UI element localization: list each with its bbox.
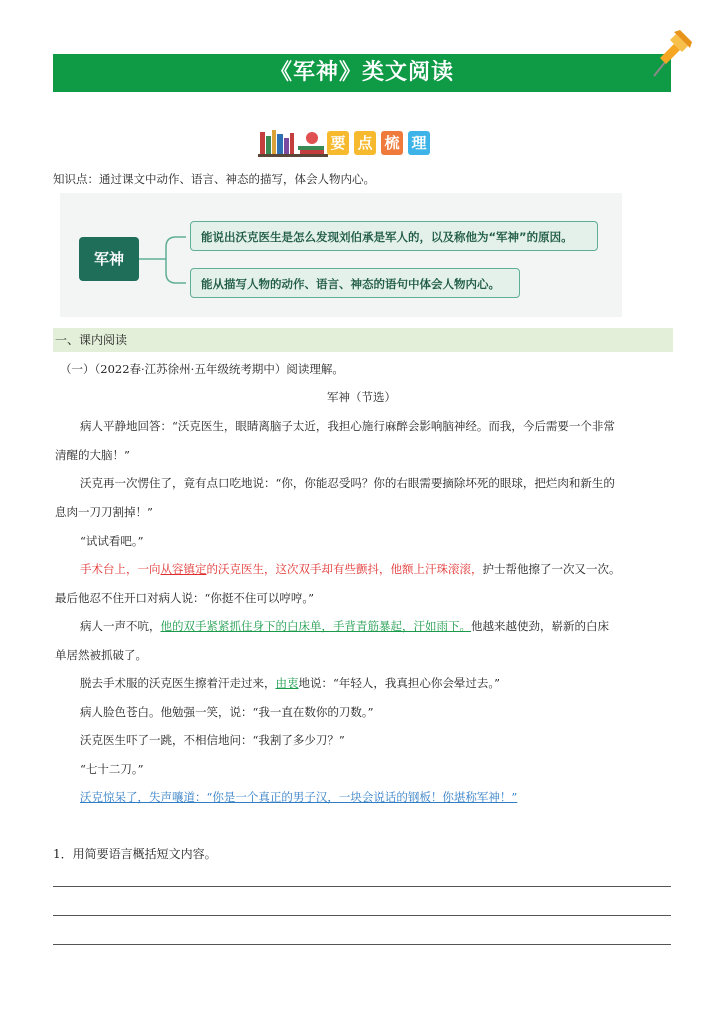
paragraph-line: “七十二刀。” [80,762,144,776]
badge-char: 要 [327,131,349,155]
highlight-green-underlined: 他的双手紧紧抓住身下的白床单，手背青筋暴起，汗如雨下。 [160,619,471,633]
highlight-blue-underlined: 沃克惊呆了，失声嚷道：“你是一个真正的男子汉，一块会说话的钢板！你堪称军神！” [80,790,518,804]
badge-char: 点 [354,131,376,155]
plain-text: 病人一声不吭， [80,619,161,633]
paragraph-line [80,618,609,634]
paragraph-line: 单居然被抓破了。 [55,648,147,662]
highlight-red-underlined: 从容镇定 [160,562,207,576]
answer-line[interactable] [53,886,671,887]
badge-char: 理 [408,131,430,155]
section-heading: 一、课内阅读 [53,328,673,352]
paragraph-line: 息肉一刀刀割掉！” [55,505,153,519]
mindmap [60,193,622,317]
highlight-red: 手术台上，一向 [80,562,161,576]
bookshelf-icon [258,124,330,158]
pushpin-icon [644,28,694,80]
paragraph-line: 病人脸色苍白。他勉强一笑，说：“我一直在数你的刀数。” [80,705,374,719]
paragraph-line: 最后他忍不住开口对病人说：“你挺不住可以哼哼。” [55,591,315,605]
plain-text: 他越来越使劲，崭新的白床 [471,619,609,633]
paragraph-line: 沃克再一次愣住了，竟有点口吃地说：“你，你能忍受吗？你的右眼需要摘除坏死的眼球，把烂肉和新生的 [80,476,615,490]
mindmap-core: 军神 [79,237,139,281]
knowledge-point: 知识点：通过课文中动作、语言、神态的描写，体会人物内心。 [53,172,375,186]
paragraph-line: 病人平静地回答：“沃克医生，眼睛离脑子太近，我担心施行麻醉会影响脑神经。而我，今后需要一个非常 [80,419,615,433]
question-1: 1．用简要语言概括短文内容。 [53,847,217,861]
plain-text: 护士帮他擦了一次又一次。 [482,562,621,576]
badge-char: 梳 [381,131,403,155]
plain-text: 脱去手术服的沃克医生擦着汗走过来， [80,676,276,690]
highlight-red: 的沃克医生，这次双手却有些颤抖，他额上汗珠滚滚， [206,562,483,576]
plain-text: 地说：“年轻人，我真担心你会晕过去。” [298,676,501,690]
page-title: 《军神》类文阅读 [53,54,671,92]
passage-title: 军神（节选） [327,390,396,404]
paragraph-line: “试试看吧。” [80,534,144,548]
paragraph-line [80,675,500,691]
paragraph-line [80,561,621,577]
answer-line[interactable] [53,915,671,916]
question-source: （一）（2022春·江苏徐州·五年级统考期中）阅读理解。 [60,362,344,376]
section-title-badges [327,131,430,155]
highlight-green-underlined: 由衷 [275,676,299,690]
mindmap-branch: 能说出沃克医生是怎么发现刘伯承是军人的，以及称他为“军神”的原因。 [190,221,598,251]
paragraph-line: 清醒的大脑！” [55,448,130,462]
mindmap-branch: 能从描写人物的动作、语言、神态的语句中体会人物内心。 [190,268,520,298]
paragraph-line: 沃克医生吓了一跳，不相信地问：“我割了多少刀？” [80,733,345,747]
answer-line[interactable] [53,944,671,945]
